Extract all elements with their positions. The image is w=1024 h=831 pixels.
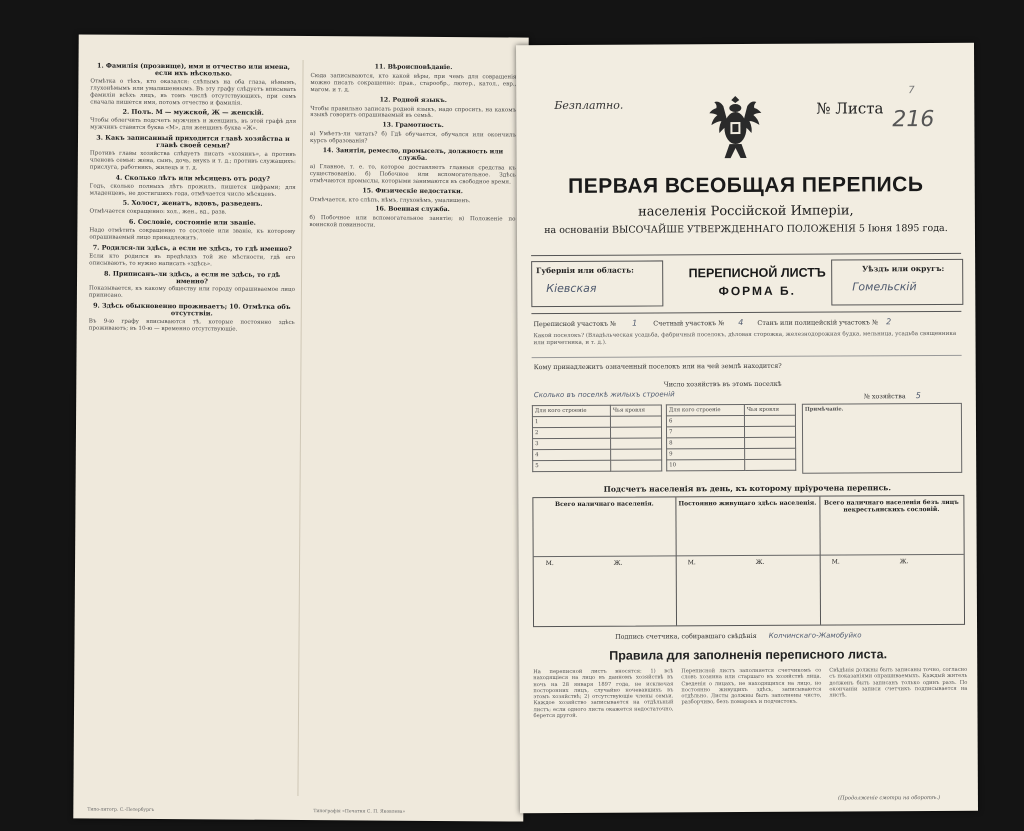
rules-column-1: На переписной листъ вносятся: 1) всѣ находящіеся на лицо въ данномъ хозяйствѣ въ ночь на 28 января 1897 года, не исключая посторонних лицъ, случайно ночевавшихъ въ этомъ хозяйствѣ; 2) отсутствующіе члены семьи. Каждое хозяйство записывается на отдѣльный листъ; если одного листа окажется недостаточно, берется другой. [533,668,674,720]
female-label: Ж. [899,558,909,566]
perepisnoy-uchastok-label: Переписной участокъ № [533,319,617,329]
census-subtitle: населенія Россійской Имперіи, [638,203,854,220]
rules-title: Правила для заполненія переписного листа. [609,647,888,663]
col-a-title: Всего наличнаго населенія. [555,500,654,509]
col-b-title: Постоянно живущаго здѣсь населенія. [678,499,817,508]
signature-label: Подпись счетчика, собиравшаго свѣдѣнія [615,631,757,641]
table-cell: 1 [532,416,610,427]
form-title: ПЕРЕПИСНОЙ ЛИСТЪ [688,265,826,281]
divider [532,355,962,358]
section-body: Чтобы правильно записать родной языкъ, надо спросить, на какомъ языкѣ говоритъ опрашиваемый въ семьѣ. [310,105,517,120]
section-heading: 12. Родной языкъ. [379,96,447,104]
list-number-value: 216 [892,107,935,133]
table-cell: 5 [533,460,611,471]
free-label: Безплатно. [554,98,624,113]
table-cell: 2 [532,427,610,438]
section-heading: 1. Фамилія (прозвище), имя и отчество или имена, если ихъ нѣсколько. [96,61,291,78]
male-label: М. [687,559,696,567]
section-heading: 7. Родился-ли здѣсь, а если не здѣсь, то гдѣ именно? [92,243,292,253]
section-heading: 11. Вѣроисповѣданіе. [374,63,453,72]
line-households: Число хозяйствъ въ этомъ поселкѣ [663,379,782,389]
column-divider [297,60,303,796]
section-body: Отмѣчается сокращенно: хол., жен., вд., разв. [89,208,227,216]
schetny-uchastok-value: 4 [738,318,744,328]
section-heading: 6. Сословіе, состояніе или званіе. [128,218,256,227]
section-heading: 9. Здѣсь обыкновенно проживаетъ; 10. Отмѣтка объ отсутствіи. [93,301,291,318]
section-body: б) Побочное или вспомогательное занятіе; в) Положеніе по воинской повинности. [309,215,516,229]
table-cell: 3 [533,438,611,449]
footer-printer-right: Типографія «Печатня С. П. Яковлева» [313,809,406,815]
podschet-title: Подсчетъ населенія въ день, къ которому пріурочена перепись. [603,483,891,494]
buildings-table-middle [666,404,796,472]
instructions-column-1 [85,61,296,800]
household-number-value: 5 [915,391,921,401]
line-poselok: Какой поселокъ? (Владѣльческая усадьба, фабричный поселокъ, дѣловая сторожка, железнодорожная будка, мельница, усадьба священника или причетника, и т. д.). [533,330,957,347]
stan-label: Станъ или полицейскій участокъ № [757,318,879,327]
section-body: Противъ главы хозяйства слѣдуетъ писать «хозяинъ», а противъ членовъ семьи: жена, сынъ, дочь, внукъ и т. д.; противъ служащихъ: прислуга, работникъ, жилецъ и т. д. [89,150,296,172]
table-cell: 9 [667,449,745,460]
section-heading: 3. Какъ записанный приходится главѣ хозяйства и главѣ своей семьи? [96,133,290,150]
section-body: Сюда записываются, кто какой вѣры, при чемъ для совращенія можно писать сокращенно: прав., старообр., лютер., катол., евр., магом. и т. д. [310,72,517,94]
perepisnoy-uchastok-value: 1 [632,318,638,328]
section-heading: 16. Военная служба. [375,205,450,214]
guberniya-value: Кіевская [546,281,597,296]
section-body: Если кто родился въ предѣлахъ той же мѣстности, гдѣ его описываютъ, то нужно написать «здѣсь». [89,253,296,268]
section-body: а) Главное, т. е. то, которое доставляетъ главныя средства къ существованію. б) Побочное или вспомогательное. Здѣсь отмѣчаются промыслы, которыми занимаются въ свободное время. [309,163,516,186]
imperial-eagle-emblem [702,90,768,164]
section-body: Чтобы облегчить подсчетъ мужчинъ и женщинъ, въ этой графѣ для мужчинъ ставится буква «М», для женщинъ буква «Ж». [90,117,297,132]
table-cell: 8 [667,438,745,449]
rules-column-3: Свѣдѣнія должны быть записаны точно, согласно съ показаніями опрашиваемыхъ. Каждый житель долженъ быть записанъ только одинъ разъ. По окончаніи записи счетчикъ подписывается на листѣ. [829,666,968,699]
table-cell: 7 [666,427,744,438]
section-heading: 14. Занятія, ремесло, промыселъ, должность или служба. [322,147,504,162]
section-body: Надо отмѣтить сокращенно то сословіе или званіе, къ которому опрашиваемый лицо принадлежитъ. [89,227,296,242]
table-header: Для кого строеніе [666,405,744,416]
male-label: М. [831,558,840,566]
stan-value: 2 [886,317,892,327]
schetny-uchastok-label: Счетный участокъ № [653,319,725,328]
guberniya-box [531,260,663,307]
list-number-handwritten-top: 7 [908,85,915,97]
table-header: Для кого строеніе [532,405,610,416]
section-body: а) Умѣетъ-ли читать? б) Гдѣ обучается, обучался или окончилъ курсъ образованія? [309,131,517,145]
instructions-column-2 [305,62,516,801]
signature-line [535,631,963,641]
rules-column-2: Переписной листъ заполняется счетчикомъ со словъ хозяина или старшаго въ хозяйствѣ лица. Сведенія о лицахъ, не находящихся на лицо, но постоянно живущихъ здѣсь, записываются отдѣльно. Листы должны быть заполнены чисто, разборчиво, безъ помарокъ и подчистокъ. [681,667,822,706]
population-col-b [675,497,821,626]
remark-box [802,403,962,474]
table-cell: 4 [533,449,611,460]
female-label: Ж. [613,559,623,567]
table-header: Чья кровля [744,404,795,415]
table-cell: 6 [666,416,744,427]
section-body: Годъ, сколько полныхъ лѣтъ прожилъ, пишется цифрами; для младенцевъ, не достигшихъ года, отмѣчается число мѣсяцевъ. [89,183,296,198]
col-c-title: Всего наличнаго населенія безъ лицъ некрестьянскихъ сословій. [823,498,959,514]
census-decree-line: на основаніи ВЫСОЧАЙШЕ УТВЕРЖДЕННАГО ПОЛОЖЕНІЯ 5 Іюня 1895 года. [544,222,948,237]
population-col-a [533,497,677,626]
population-col-c [819,496,964,625]
rules-continuation-note: (Продолженіе смотри на оборотѣ.) [837,794,941,802]
signature-value: Колчинскаго-Жамобуйко [768,631,862,640]
line-uchastok [533,317,961,328]
uezd-box [831,259,963,306]
uezd-label: Уѣздъ или округъ: [862,263,945,274]
uezd-value: Гомельскій [852,280,917,294]
footer-printer-left: Типо-литогр. С.-Петербургъ [87,807,155,813]
census-title: ПЕРВАЯ ВСЕОБЩАЯ ПЕРЕПИСЬ [568,173,924,198]
section-heading: 13. Грамотность. [382,121,444,130]
female-label: Ж. [755,558,765,566]
divider [531,311,961,314]
stroeniya-label: Сколько въ поселкѣ жилыхъ строеній [533,390,675,400]
line-owner: Кому принадлежитъ означенный поселокъ или на чей землѣ находится? [533,361,782,372]
section-heading: 2. Полъ. М — мужской, Ж — женскій. [122,108,264,118]
section-body: Отмѣтка о тѣхъ, кто оказался: слѣпымъ на оба глаза, нѣмымъ, глухонѣмымъ или умалишеннымъ. Въ эту графу слѣдуетъ вписывать фамиліи всѣхъ лицъ, въ томъ числѣ отсутствующихъ, при семъ сначала пишется имя, потомъ отчество и фамилія. [90,78,297,107]
remark-label: Примѣчаніе. [804,406,844,413]
divider [531,253,961,256]
section-heading: 5. Холост, женатъ, вдовъ, разведенъ. [122,199,263,209]
form-subtitle: ФОРМА Б. [718,283,797,299]
section-heading: 8. Приписанъ-ли здѣсь, а если не здѣсь, то гдѣ именно? [103,269,281,285]
section-heading: 15. Физическіе недостатки. [362,187,463,195]
buildings-table-left [532,404,662,472]
section-heading: 4. Сколько лѣтъ или мѣсяцевъ отъ роду? [115,173,270,183]
section-body: Показывается, къ какому обществу или городу опрашиваемое лицо приписано. [88,285,295,300]
table-header: Чья кровля [610,405,661,416]
right-page-census-form [516,43,978,813]
table-cell: 10 [667,460,745,471]
section-body: Въ 9-ю графу вписываются тѣ, которые постоянно здѣсь проживаютъ; въ 10-ю — временно отсутствующіе. [88,318,295,333]
population-count-box [532,495,965,627]
guberniya-label: Губернія или область: [536,265,634,276]
male-label: М. [545,560,554,568]
left-page [73,34,528,821]
household-number-label: № хозяйства [863,392,906,401]
section-body: Отмѣчается, кто слѣпъ, нѣмъ, глухонѣмъ, умалишенъ. [309,196,471,204]
list-number-label: № Листа [816,99,884,118]
